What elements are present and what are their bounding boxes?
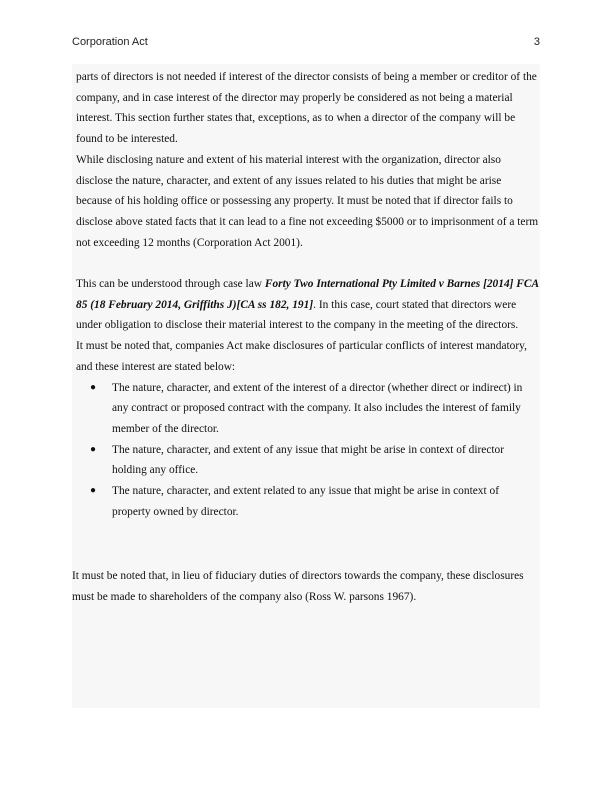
paragraph-shareholder-disclosure: It must be noted that, in lieu of fiduciary duties of directors towards the company, these disclosures must be made to shareholders of the company also (Ross W. parsons 1967). (72, 570, 524, 603)
document-body (76, 67, 540, 522)
list-item-text: The nature, character, and extent related to any issue that might be arise in context of property owned by director. (112, 485, 499, 518)
paragraph-case-law (76, 274, 540, 336)
paragraph-spacer (76, 253, 540, 274)
bullet-icon: ● (90, 443, 97, 455)
list-item-text: The nature, character, and extent of the interest of a director (whether direct or indirect) in any contract or proposed contract with the company. It also includes the interest of family member of the director. (112, 381, 523, 435)
case-rest-text: . In this case, court stated that directors were under obligation to disclose their material interest to the company in the meeting of the directors. (76, 298, 519, 332)
bullet-icon: ● (90, 485, 97, 497)
page-number: 3 (533, 36, 540, 48)
list-item (76, 378, 540, 440)
paragraph-exceptions: parts of directors is not needed if interest of the director consists of being a member or creditor of the company, and in case interest of the director may properly be considered as not being a material interest. This section further states that, exceptions, as to when a director of the company will be found to be interested. (76, 71, 537, 146)
case-intro-text: This can be understood through case law (76, 278, 265, 291)
case-citation: Forty Two International Pty Limited v Barnes [2014] FCA 85 (18 February 2014, Griffiths J)[CA ss 182, 191] (76, 278, 539, 311)
bullet-icon: ● (90, 381, 97, 393)
paragraph-disclosure-penalty: While disclosing nature and extent of his material interest with the organization, director also disclose the nature, character, and extent of any issues related to his duties that might be arise because of his holding office or possessing any property. It must be noted that if director fails to disclose above stated facts that it can lead to a fine not exceeding $5000 or to imprisonment of a term not exceeding 12 months (Corporation Act 2001). (76, 153, 539, 249)
header-title: Corporation Act (72, 36, 148, 48)
list-item-text: The nature, character, and extent of any issue that might be arise in context of director holding any office. (112, 443, 505, 477)
disclosure-list (76, 378, 540, 523)
page-header (72, 36, 540, 52)
paragraph-mandatory-disclosures: It must be noted that, companies Act make disclosures of particular conflicts of interest mandatory, and these interest are stated below: (76, 340, 527, 373)
list-item (76, 440, 540, 481)
list-item (76, 481, 540, 522)
